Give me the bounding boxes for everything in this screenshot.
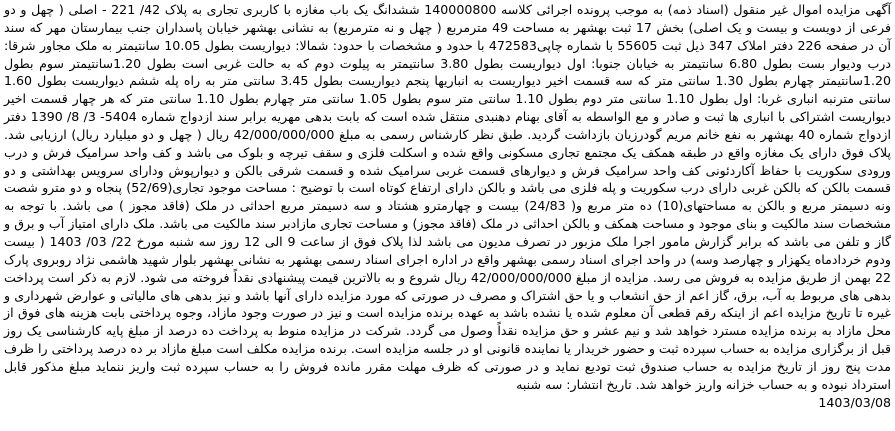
publication-date: 1403/03/08 (818, 394, 891, 410)
notice-body: آگهی مزایده اموال غیر منقول (اسناد ذمه) به موجب پرونده اجرائی کلاسه 140000800 ششدانگ یک باب مغازه با کاربری تجاری به پلاک 42/ 221 - اصلی ( چهل و دو فرعی از دویست و بیست و یک اصلی) بخش 17 ثبت بهشهر به مساحت 49 مترمربع ( چهل و نه مترمربع) به نشانی بهشهر خیابان پاسداران جنب بیمارستان مهر که سند آن در صفحه 226 دفتر املاک 347 ذیل ثبت 55605 با شماره چاپی472583 با حدود و مشخصات با حدود: شمالا: دیواریست بطول 10.05 سانتیمتر به ملک مجاور شرقا: درب ودیوار بست بطول 6.80 سانتیمتر به خیابان جنوبا: اول دیواریست بطول 3.80 سانتیمتر به پیلوت دوم که به حالت غربی است بطول 1.20سانتیمتر سوم بطول 1.20سانتیمتر چهارم بطول 1.30 سانتی متر که سه قسمت اخیر دیواریست به انباریها پنجم دیواریست بطول 3.45 سانتی متر به راه پله ششم دیواریست بطول 1.60 سانتی مترنبه انباری غربا: اول بطول 1.10 سانتی متر دوم بطول 1.10 سانتی متر سوم بطول 1.05 سانتی متر چهارم بطول 1.10 سانتی متر که هر چهار قسمت اخیر دیواریست اشتراکی با انباری ها ثبت و صادر و مع الواسطه به آقای بهنام دهنبدی منتقل شده است که بابت بدهی مهریه برابر سند ازدواج شماره 5404- 3/ 8/ 1390 دفتر ازدواج شماره 40 بهشهر به نفع خانم مریم گودرزیان بازداشت گردید. طبق نظر کارشناس رسمی به مبلغ 42/000/000/000 ریال ( چهل و دو میلیارد ریال) ارزیابی شد. پلاک فوق دارای یک مغازه واقع در طبقه همکف یک مجتمع تجاری مسکونی واقع شده و اسکلت فلزی و سقف تیرچه و بلوک می باشد و کف واحد سرامیک فرش و درب ورودی سکوریت با حفاظ آکاردئونی کف واحد سرامیک فرش و دیوارهای قسمت غربی سرامیک شده و قسمت شرقی بالکن و دیوارپوش ودارای سرویس بهداشتی و دو قسمت بالکن که بالکن غربی دارای درب سکوریت و پله فلزی می باشد و بالکن دارای ارتفاع کوتاه است با توضیح : مساحت موجود تجاری(52/69) پنجاه و دو مترو شصت ونه دسیمتر مربع و بالکن به مساحتهای(10) ده متر مربع و( 24/83) بیست و چهارمترو هشتاد و سه دسیمتر مربع احداثی در ملک (فاقد مجوز ) می باشد. با توجه به مشخصات سند مالکیت و بنای موجود و مساحت همکف و بالکن احداثی در ملک (فاقد مجوز) و مساحت تجاری مازادبر سند مالکیت می باشد. ملک دارای امتیاز آب و برق و گاز و تلفن می باشد که برابر گزارش مامور اجرا ملک مزبور در تصرف مدیون می باشد لذا پلاک فوق از ساعت 9 الی 12 روز سه شنبه مورخ 22/ 03/ 1403 ( بیست ودوم خردادماه یکهزار و چهارصد وسه) در واحد اجرای اسناد رسمی بهشهر واقع در اداره اجرای اسناد رسمی بهشهر به نشانی بهشهر بلوار شهید هاشمی نژاد روبروی پارک 22 بهمن از طریق مزایده به فروش می رسد. مزایده از مبلغ 42/000/000/000 ریال شروع و به بالاترین قیمت پیشنهادی نقداً فروخته می شود. لازم به ذکر است پرداخت بدهی های مربوط به آب، برق، گاز اعم از حق انشعاب و یا حق اشتراک و مصرف در صورتی که مورد مزایده دارای آنها باشد و نیز بدهی های مالیاتی و عوارض شهرداری و غیره تا تاریخ مزایده اعم از اینکه رقم قطعی آن معلوم شده یا نشده باشد به عهده برنده مزایده است و نیز در صورت وجود مازاد، وجوه پرداختی بابت هزینه های فوق از محل مازاد به برنده مزایده مسترد خواهد شد و نیم عشر و حق مزایده نقداً وصول می گردد. شرکت در مزایده منوط به پرداخت ده درصد از مبلغ پایه کارشناسی یک روز قبل از برگزاری مزایده به حساب سپرده ثبت و حضور خریدار یا نماینده قانونی او در جلسه مزایده است. برنده مزایده مکلف است مبلغ مازاد بر ده درصد پرداختی را ظرف مدت پنج روز از تاریخ مزایده به حساب صندوق ثبت تودیع نماید و در صورتی که ظرف مهلت مقرر مانده فروش را به حساب سپرده ثبت واریز ننماید مبلغ مذکور قابل استرداد نبوده و به حساب خزانه واریز خواهد شد. تاریخ انتشار: سه شنبه (4, 2, 892, 392)
